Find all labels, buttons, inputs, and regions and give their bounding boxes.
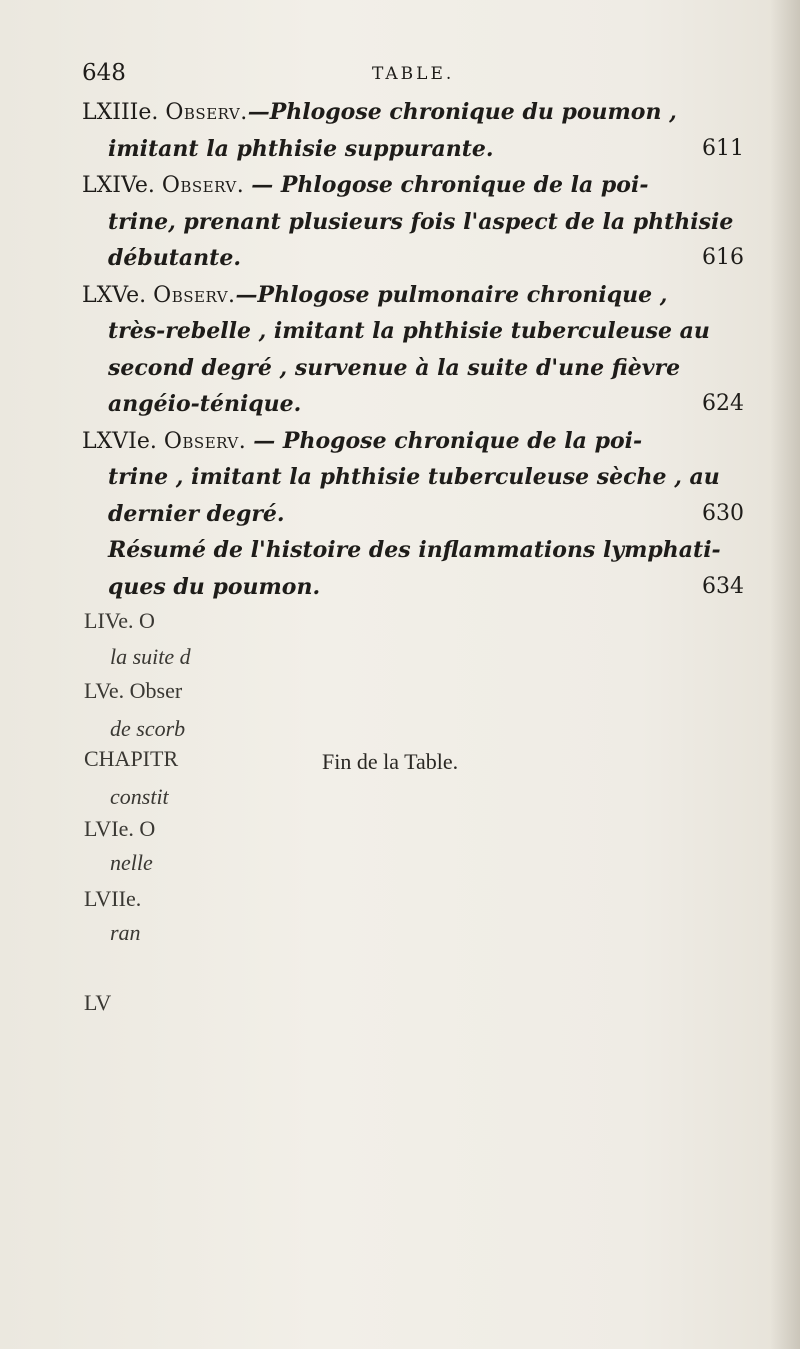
toc-entry xyxy=(82,167,744,277)
entry-label: Observ. xyxy=(153,282,236,308)
offset-fragment: LIVe. O xyxy=(84,608,155,633)
entry-label: Observ. xyxy=(161,173,245,198)
running-head: TABLE. xyxy=(372,64,455,84)
entry-title-line: — Phogose chronique de la poi- xyxy=(253,427,643,454)
table-of-contents xyxy=(82,94,744,605)
toc-entry xyxy=(82,532,744,605)
entry-number: LXVIe. xyxy=(82,428,157,454)
offset-fragment: CHAPITR xyxy=(84,746,179,771)
entry-title-line: second degré , survenue à la suite d'une fièvre xyxy=(108,354,681,381)
offset-fragment: de scorb xyxy=(110,716,186,741)
entry-page: 634 xyxy=(702,573,744,599)
offset-fragment: LVe. Obser xyxy=(84,678,183,703)
entry-number: LXIIIe. xyxy=(82,100,159,125)
toc-entry xyxy=(82,277,744,423)
offset-fragment: nelle xyxy=(110,850,153,875)
entry-page: 630 xyxy=(702,500,744,526)
entry-title-line: —Phlogose pulmonaire chronique , xyxy=(235,281,668,308)
entry-number: LXIVe. xyxy=(82,173,155,198)
entry-number: LXVe. xyxy=(82,282,147,308)
page-edge-shadow xyxy=(770,0,800,1349)
offset-fragment: LVIe. O xyxy=(84,816,156,841)
offset-fragment: LV xyxy=(84,990,112,1015)
toc-entry xyxy=(82,423,744,533)
entry-label: Observ. xyxy=(165,100,248,125)
end-note: Fin de la Table. xyxy=(322,749,459,774)
entry-title-line: débutante. xyxy=(108,245,241,271)
entry-title-line: Résumé de l'histoire des inflammations lymphati- xyxy=(108,537,721,563)
entry-title-line: — Phlogose chronique de la poi- xyxy=(251,172,649,198)
entry-title-line: —Phlogose chronique du poumon , xyxy=(247,99,677,125)
entry-title-line: dernier degré. xyxy=(108,500,285,527)
entry-title-line: très-rebelle , imitant la phthisie tuberculeuse au xyxy=(108,318,710,344)
entry-page: 611 xyxy=(702,135,744,161)
entry-title-line: ques du poumon. xyxy=(108,573,321,600)
offset-fragment: la suite d xyxy=(110,644,191,669)
toc-entry xyxy=(82,94,744,167)
entry-label: Observ. xyxy=(163,428,247,454)
offset-fragment: constit xyxy=(110,784,169,809)
entry-title-line: trine , imitant la phthisie tuberculeuse sèche , au xyxy=(108,464,720,490)
entry-page: 624 xyxy=(702,391,744,416)
entry-title-line: imitant la phthisie suppurante. xyxy=(108,135,494,162)
page-number: 648 xyxy=(82,60,126,86)
offset-fragment: ran xyxy=(110,920,141,945)
page-header xyxy=(82,60,742,94)
entry-title-line: trine, prenant plusieurs fois l'aspect de la phthisie xyxy=(108,208,734,235)
offset-fragment: LVIIe. xyxy=(84,886,142,911)
entry-title-line: angéio-ténique. xyxy=(108,391,302,417)
entry-page: 616 xyxy=(702,245,744,270)
